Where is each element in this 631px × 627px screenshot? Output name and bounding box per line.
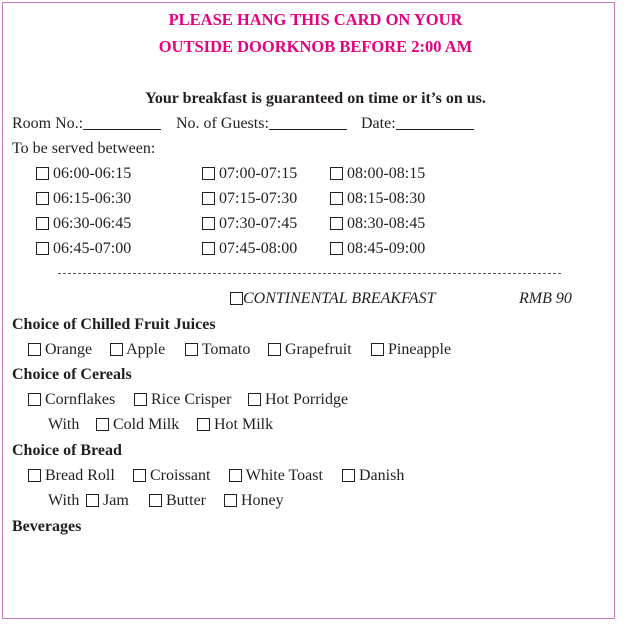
continental-price: RMB 90 bbox=[519, 290, 572, 307]
time-option[interactable]: 06:45-07:00 bbox=[36, 239, 131, 259]
date-label: Date: bbox=[361, 115, 396, 132]
time-option[interactable]: 07:15-07:30 bbox=[202, 189, 297, 209]
juice-option[interactable]: Tomato bbox=[185, 340, 250, 360]
juice-option[interactable]: Pineapple bbox=[371, 340, 451, 360]
time-option[interactable]: 07:45-08:00 bbox=[202, 239, 297, 259]
guarantee-text: Your breakfast is guaranteed on time or it’s on us. bbox=[145, 90, 486, 107]
cereal-option[interactable]: Rice Crisper bbox=[134, 390, 231, 410]
header-line-1: PLEASE HANG THIS CARD ON YOUR bbox=[168, 10, 463, 29]
checkbox[interactable] bbox=[185, 343, 198, 356]
cereal-with-label: With bbox=[48, 416, 80, 433]
checkbox[interactable] bbox=[330, 242, 343, 255]
time-option[interactable]: 08:45-09:00 bbox=[330, 239, 425, 259]
time-option[interactable]: 07:00-07:15 bbox=[202, 164, 297, 184]
checkbox[interactable] bbox=[86, 494, 99, 507]
time-option[interactable]: 08:30-08:45 bbox=[330, 214, 425, 234]
checkbox[interactable] bbox=[197, 418, 210, 431]
time-option[interactable]: 06:15-06:30 bbox=[36, 189, 131, 209]
checkbox[interactable] bbox=[202, 167, 215, 180]
guests-label: No. of Guests: bbox=[176, 115, 269, 132]
checkbox[interactable] bbox=[28, 343, 41, 356]
checkbox[interactable] bbox=[149, 494, 162, 507]
continental-label: CONTINENTAL BREAKFAST bbox=[243, 290, 436, 307]
time-option[interactable]: 06:30-06:45 bbox=[36, 214, 131, 234]
checkbox[interactable] bbox=[36, 167, 49, 180]
checkbox[interactable] bbox=[248, 393, 261, 406]
continental-option[interactable] bbox=[230, 289, 435, 309]
checkbox[interactable] bbox=[229, 469, 242, 482]
bread-with-label: With bbox=[48, 492, 80, 509]
time-option[interactable]: 06:00-06:15 bbox=[36, 164, 131, 184]
checkbox[interactable] bbox=[28, 393, 41, 406]
bread-option[interactable]: Danish bbox=[342, 466, 404, 486]
spread-option[interactable]: Butter bbox=[149, 491, 206, 511]
juice-option[interactable]: Orange bbox=[28, 340, 92, 360]
room-number-blank[interactable] bbox=[83, 114, 161, 130]
room-number-field[interactable] bbox=[12, 114, 161, 134]
milk-option[interactable]: Hot Milk bbox=[197, 415, 273, 435]
checkbox[interactable] bbox=[36, 242, 49, 255]
date-field[interactable] bbox=[361, 114, 474, 134]
bread-option[interactable]: Bread Roll bbox=[28, 466, 115, 486]
checkbox[interactable] bbox=[330, 217, 343, 230]
checkbox[interactable] bbox=[342, 469, 355, 482]
room-number-label: Room No.: bbox=[12, 115, 84, 132]
time-option[interactable]: 08:00-08:15 bbox=[330, 164, 425, 184]
checkbox[interactable] bbox=[330, 192, 343, 205]
checkbox[interactable] bbox=[36, 192, 49, 205]
checkbox[interactable] bbox=[230, 292, 243, 305]
bread-heading: Choice of Bread bbox=[12, 442, 122, 459]
served-label: To be served between: bbox=[12, 140, 156, 157]
checkbox[interactable] bbox=[96, 418, 109, 431]
guests-blank[interactable] bbox=[269, 114, 347, 130]
checkbox[interactable] bbox=[134, 393, 147, 406]
time-option[interactable]: 08:15-08:30 bbox=[330, 189, 425, 209]
checkbox[interactable] bbox=[371, 343, 384, 356]
juice-option[interactable]: Apple bbox=[110, 340, 165, 360]
date-blank[interactable] bbox=[396, 114, 474, 130]
cereals-heading: Choice of Cereals bbox=[12, 366, 132, 383]
checkbox[interactable] bbox=[110, 343, 123, 356]
cereal-option[interactable]: Hot Porridge bbox=[248, 390, 348, 410]
checkbox[interactable] bbox=[202, 217, 215, 230]
spread-option[interactable]: Honey bbox=[224, 491, 284, 511]
checkbox[interactable] bbox=[330, 167, 343, 180]
checkbox[interactable] bbox=[202, 192, 215, 205]
guests-field[interactable] bbox=[176, 114, 347, 134]
checkbox[interactable] bbox=[268, 343, 281, 356]
cereal-option[interactable]: Cornflakes bbox=[28, 390, 115, 410]
header-line-2: OUTSIDE DOORKNOB BEFORE 2:00 AM bbox=[158, 37, 473, 56]
spread-option[interactable]: Jam bbox=[86, 491, 129, 511]
checkbox[interactable] bbox=[36, 217, 49, 230]
checkbox[interactable] bbox=[133, 469, 146, 482]
milk-option[interactable]: Cold Milk bbox=[96, 415, 179, 435]
juice-option[interactable]: Grapefruit bbox=[268, 340, 352, 360]
beverages-heading: Beverages bbox=[12, 518, 82, 535]
dashed-divider bbox=[58, 273, 561, 274]
juices-heading: Choice of Chilled Fruit Juices bbox=[12, 316, 216, 333]
bread-option[interactable]: Croissant bbox=[133, 466, 210, 486]
checkbox[interactable] bbox=[28, 469, 41, 482]
checkbox[interactable] bbox=[224, 494, 237, 507]
bread-option[interactable]: White Toast bbox=[229, 466, 323, 486]
checkbox[interactable] bbox=[202, 242, 215, 255]
time-option[interactable]: 07:30-07:45 bbox=[202, 214, 297, 234]
